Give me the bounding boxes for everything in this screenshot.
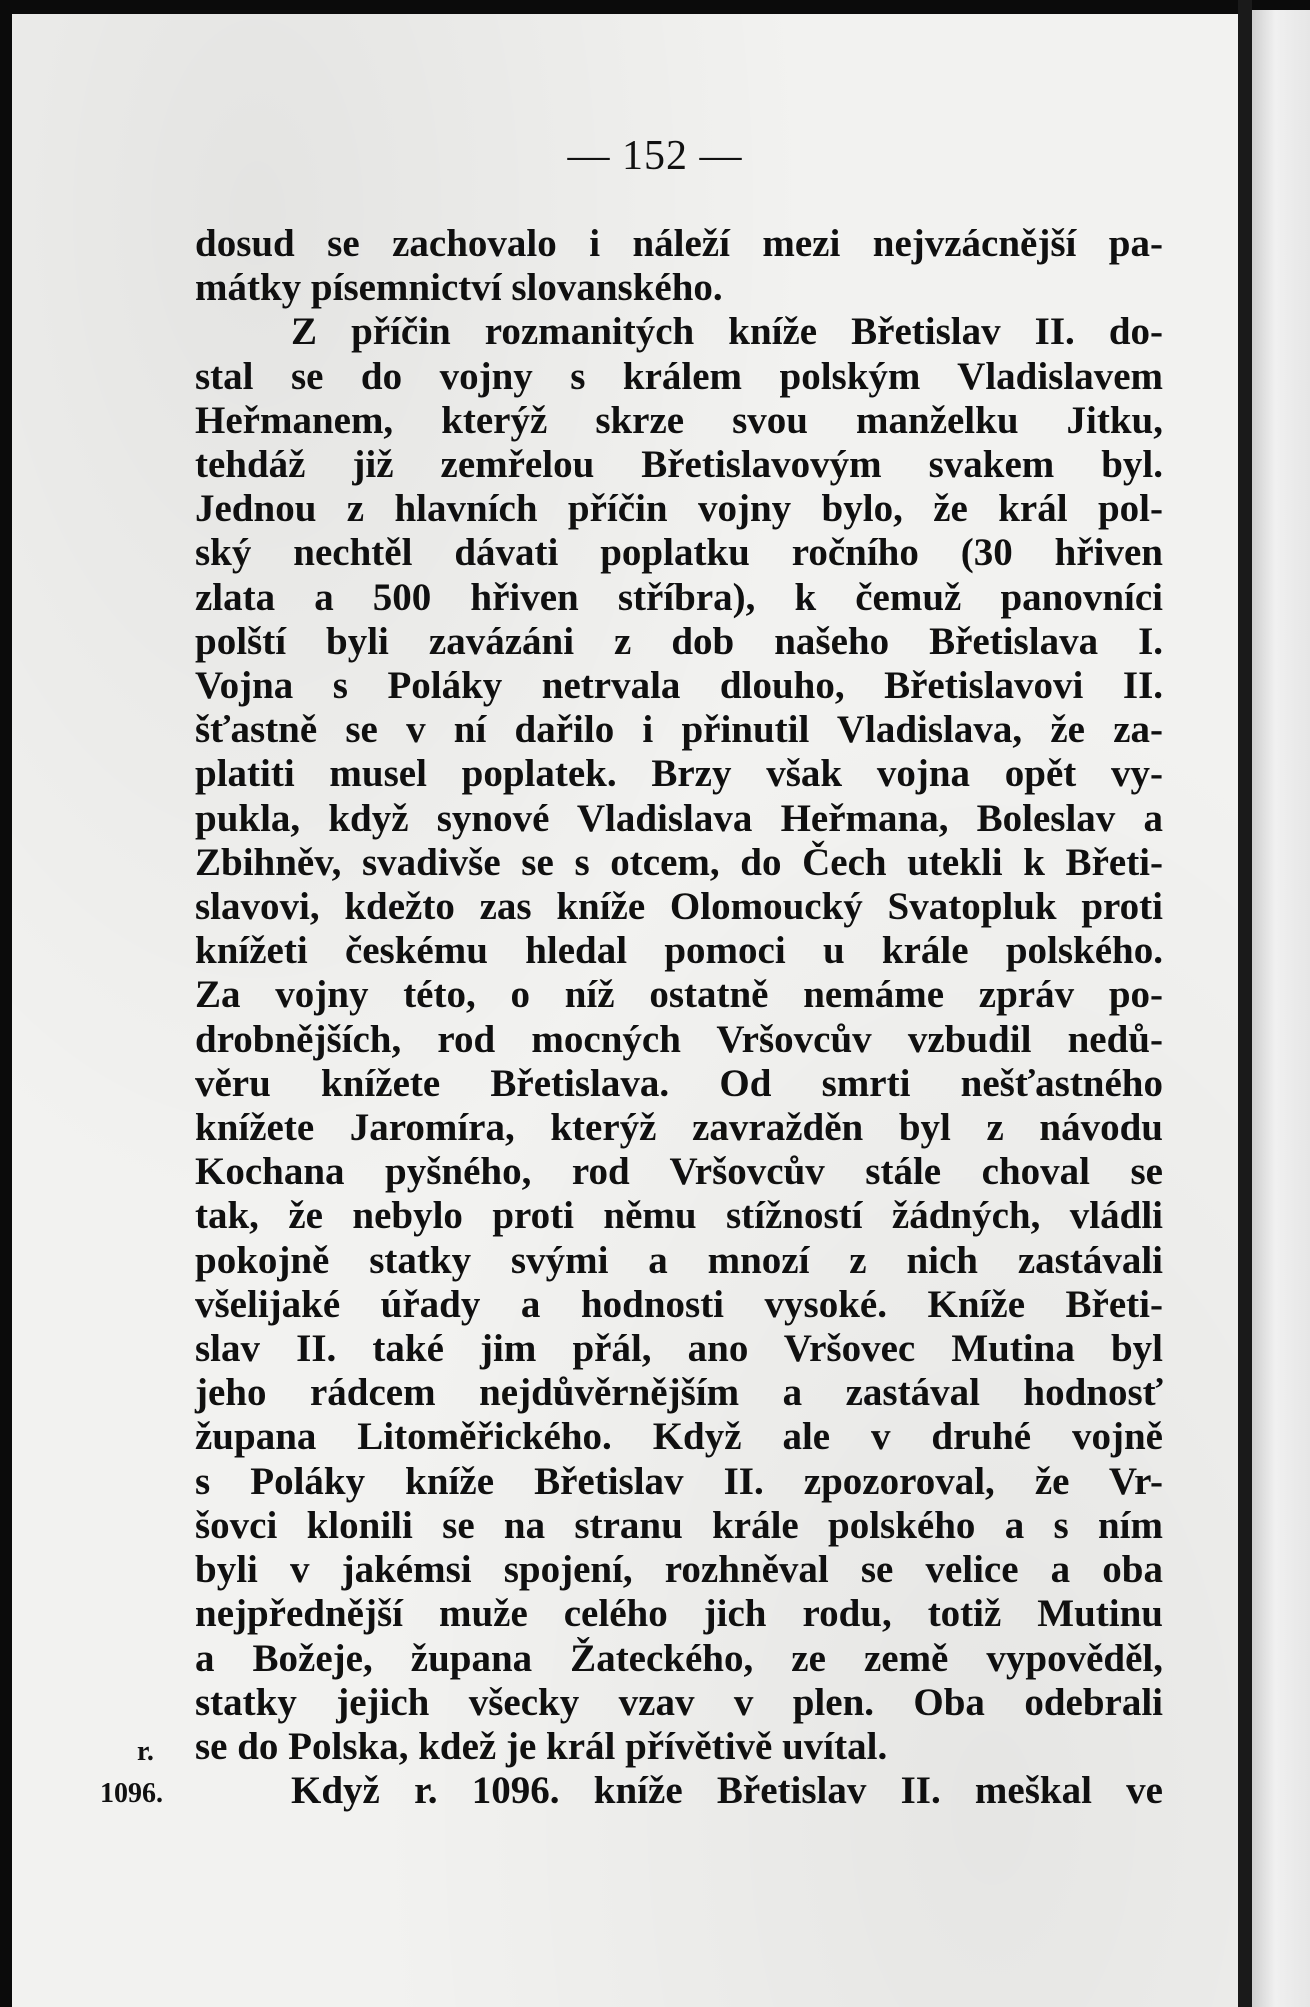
book-gutter — [1238, 0, 1252, 2007]
text-line: Heřmanem, kterýž skrze svou manželku Jitku, — [195, 398, 1163, 442]
text-line: drobnějších, rod mocných Vršovcův vzbudil nedů- — [195, 1017, 1163, 1061]
text-line: nejpřednější muže celého jich rodu, totiž Mutinu — [195, 1592, 1163, 1636]
margin-note-r: r. — [137, 1736, 154, 1767]
text-line: a Božeje, župana Žateckého, ze země vypověděl, — [195, 1636, 1163, 1680]
text-line: pokojně statky svými a mnozí z nich zastávali — [195, 1238, 1163, 1282]
text-line: s Poláky kníže Břetislav II. zpozoroval, že Vr- — [195, 1459, 1163, 1503]
text-line: byli v jakémsi spojení, rozhněval se velice a oba — [195, 1548, 1163, 1592]
text-line: jeho rádcem nejdůvěrnějším a zastával hodnosť — [195, 1371, 1163, 1415]
text-line: Z příčin rozmanitých kníže Břetislav II. do- — [291, 310, 1163, 354]
next-page-edge — [1252, 10, 1310, 2007]
text-line: Kochana pyšného, rod Vršovcův stále choval se — [195, 1150, 1163, 1194]
text-line: věru knížete Břetislava. Od smrti nešťastného — [195, 1061, 1163, 1105]
text-line: knížete Jaromíra, kterýž zavražděn byl z návodu — [195, 1106, 1163, 1150]
text-line: statky jejich všecky vzav v plen. Oba odebrali — [195, 1680, 1163, 1724]
text-line: polští byli zavázáni z dob našeho Břetislava I. — [195, 619, 1163, 663]
text-line: ský nechtěl dávati poplatku ročního (30 hřiven — [195, 531, 1163, 575]
text-line: Za vojny této, o níž ostatně nemáme zpráv po- — [195, 973, 1163, 1017]
text-line: zlata a 500 hřiven stříbra), k čemuž panovníci — [195, 575, 1163, 619]
text-line: dosud se zachovalo i náleží mezi nejvzácnější pa- — [195, 222, 1163, 265]
text-line: Když r. 1096. kníže Břetislav II. meškal ve — [291, 1769, 1163, 1813]
text-line: Jednou z hlavních příčin vojny bylo, že král pol- — [195, 487, 1163, 531]
text-line: Vojna s Poláky netrvala dlouho, Břetislavovi II. — [195, 664, 1163, 708]
text-line: tehdáž již zemřelou Břetislavovým svakem byl. — [195, 443, 1163, 487]
text-line: slavovi, kdežto zas kníže Olomoucký Svatopluk proti — [195, 885, 1163, 929]
text-line: župana Litoměřického. Když ale v druhé vojně — [195, 1415, 1163, 1459]
text-line: šovci klonili se na stranu krále polského a s ním — [195, 1503, 1163, 1547]
page-number: — 152 — — [567, 133, 743, 179]
margin-note-year: 1096. — [100, 1778, 163, 1809]
text-line: tak, že nebylo proti němu stížností žádných, vládli — [195, 1194, 1163, 1238]
text-line: knížeti českému hledal pomoci u krále polského. — [195, 929, 1163, 973]
text-line: platiti musel poplatek. Brzy však vojna opět vy- — [195, 752, 1163, 796]
body-text — [195, 222, 1163, 1813]
text-line: stal se do vojny s králem polským Vladislavem — [195, 354, 1163, 398]
text-line: slav II. také jim přál, ano Vršovec Mutina byl — [195, 1327, 1163, 1371]
text-line: mátky písemnictví slovanského. — [195, 266, 723, 310]
text-line: pukla, když synové Vladislava Heřmana, Boleslav a — [195, 796, 1163, 840]
text-line: se do Polska, kdež je král přívětivě uvítal. — [195, 1724, 888, 1768]
text-line: Zbihněv, svadivše se s otcem, do Čech utekli k Břeti- — [195, 840, 1163, 884]
text-line: všelijaké úřady a hodnosti vysoké. Kníže Břeti- — [195, 1282, 1163, 1326]
text-line: šťastně se v ní dařilo i přinutil Vladislava, že za- — [195, 708, 1163, 752]
